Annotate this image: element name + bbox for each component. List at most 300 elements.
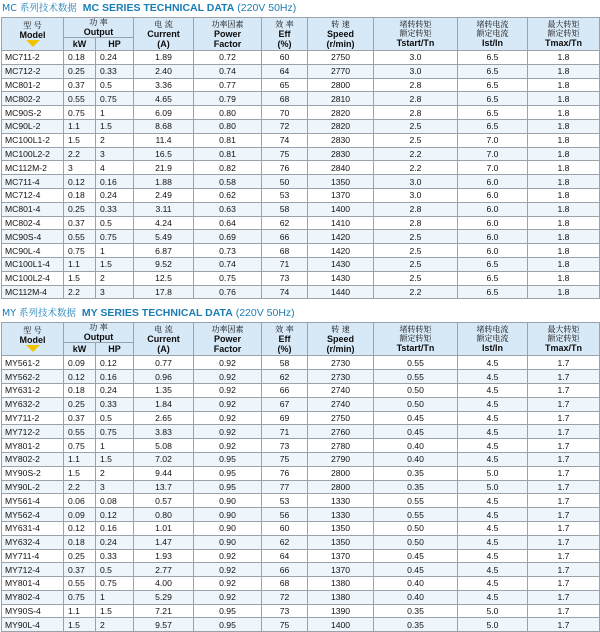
table-cell: 1: [96, 590, 134, 604]
model-cell: MY562-2: [2, 370, 64, 384]
table-cell: 2.2: [374, 161, 458, 175]
table-cell: 1.93: [134, 549, 194, 563]
my-header-current: 电 流 Current (A): [134, 323, 194, 356]
table-cell: 0.96: [134, 370, 194, 384]
table-cell: 0.12: [96, 508, 134, 522]
table-cell: 1.8: [528, 244, 600, 258]
my-header-tstart: 堵转转矩 额定转矩 Tstart/Tn: [374, 323, 458, 356]
table-cell: 0.82: [194, 161, 262, 175]
table-cell: 0.33: [96, 549, 134, 563]
table-cell: 1: [96, 106, 134, 120]
table-cell: 0.57: [134, 494, 194, 508]
table-cell: 0.74: [194, 64, 262, 78]
table-cell: 16.5: [134, 147, 194, 161]
table-row: [2, 452, 600, 466]
table-cell: 2.8: [374, 202, 458, 216]
table-row: [2, 51, 600, 65]
table-cell: 5.0: [458, 466, 528, 480]
table-cell: 6.5: [458, 119, 528, 133]
table-cell: 0.75: [96, 92, 134, 106]
table-cell: 0.50: [374, 397, 458, 411]
table-cell: 53: [262, 494, 308, 508]
model-cell: MC112M-4: [2, 285, 64, 299]
mc-header-model: 型 号 Model: [2, 18, 64, 51]
table-cell: 1.7: [528, 563, 600, 577]
table-cell: 1350: [308, 535, 374, 549]
table-cell: 0.25: [64, 202, 96, 216]
table-cell: 2.77: [134, 563, 194, 577]
model-cell: MY711-2: [2, 411, 64, 425]
mc-title-en: MC SERIES TECHNICAL DATA: [82, 2, 235, 14]
my-table-body: [2, 356, 600, 632]
table-cell: 4.5: [458, 563, 528, 577]
table-cell: 2.2: [64, 147, 96, 161]
model-cell: MC100L1-2: [2, 133, 64, 147]
table-cell: 1.1: [64, 452, 96, 466]
table-cell: 3: [96, 480, 134, 494]
my-header-eff: 效 率 Eff (%): [262, 323, 308, 356]
table-cell: 2740: [308, 397, 374, 411]
table-cell: 4.5: [458, 356, 528, 370]
model-cell: MC100L2-2: [2, 147, 64, 161]
table-row: [2, 508, 600, 522]
table-cell: 2: [96, 271, 134, 285]
table-row: [2, 175, 600, 189]
table-cell: 2.65: [134, 411, 194, 425]
table-cell: 0.74: [194, 257, 262, 271]
table-cell: 6.87: [134, 244, 194, 258]
table-cell: 2: [96, 466, 134, 480]
table-cell: 1430: [308, 257, 374, 271]
table-cell: 66: [262, 563, 308, 577]
table-cell: 0.40: [374, 452, 458, 466]
table-row: [2, 285, 600, 299]
table-cell: 1.7: [528, 370, 600, 384]
model-cell: MC112M-2: [2, 161, 64, 175]
table-cell: 0.55: [374, 494, 458, 508]
table-cell: 1380: [308, 590, 374, 604]
mc-series-title: [0, 0, 600, 17]
mc-header-power-factor: 功率因素 Power Factor: [194, 18, 262, 51]
table-cell: 1.7: [528, 425, 600, 439]
table-cell: 1.7: [528, 383, 600, 397]
table-cell: 6.0: [458, 216, 528, 230]
table-cell: 1370: [308, 549, 374, 563]
table-cell: 68: [262, 577, 308, 591]
table-row: [2, 535, 600, 549]
table-cell: 1.7: [528, 480, 600, 494]
table-cell: 0.80: [194, 106, 262, 120]
table-cell: 2800: [308, 78, 374, 92]
table-cell: 1: [96, 439, 134, 453]
table-cell: 0.33: [96, 397, 134, 411]
table-cell: 0.79: [194, 92, 262, 106]
table-cell: 0.5: [96, 411, 134, 425]
table-cell: 0.24: [96, 51, 134, 65]
table-cell: 0.95: [194, 618, 262, 632]
table-cell: 4.5: [458, 549, 528, 563]
table-cell: 0.75: [96, 577, 134, 591]
table-cell: 2810: [308, 92, 374, 106]
model-cell: MC802-2: [2, 92, 64, 106]
table-cell: 2: [96, 618, 134, 632]
table-cell: 0.5: [96, 78, 134, 92]
table-cell: 6.09: [134, 106, 194, 120]
table-cell: 0.95: [194, 604, 262, 618]
table-cell: 4.5: [458, 494, 528, 508]
table-cell: 0.92: [194, 370, 262, 384]
table-cell: 4.5: [458, 577, 528, 591]
mc-header-speed: 转 速 Speed (r/min): [308, 18, 374, 51]
table-cell: 76: [262, 466, 308, 480]
table-cell: 4.5: [458, 521, 528, 535]
mc-table-body: [2, 51, 600, 299]
table-cell: 3.83: [134, 425, 194, 439]
table-cell: 1430: [308, 271, 374, 285]
model-cell: MY712-4: [2, 563, 64, 577]
table-cell: 6.5: [458, 271, 528, 285]
table-cell: 68: [262, 244, 308, 258]
model-cell: MY561-4: [2, 494, 64, 508]
table-cell: 2830: [308, 147, 374, 161]
table-row: [2, 119, 600, 133]
model-cell: MC801-2: [2, 78, 64, 92]
table-cell: 62: [262, 535, 308, 549]
mc-series-table: [1, 17, 600, 299]
model-cell: MY90S-4: [2, 604, 64, 618]
table-cell: 0.55: [64, 92, 96, 106]
table-cell: 7.0: [458, 161, 528, 175]
table-row: [2, 604, 600, 618]
table-cell: 9.52: [134, 257, 194, 271]
table-cell: 2.2: [374, 285, 458, 299]
table-row: [2, 133, 600, 147]
table-cell: 3.0: [374, 51, 458, 65]
table-cell: 0.69: [194, 230, 262, 244]
table-cell: 1420: [308, 244, 374, 258]
table-cell: 0.92: [194, 563, 262, 577]
table-cell: 2750: [308, 411, 374, 425]
table-cell: 0.18: [64, 535, 96, 549]
model-cell: MY90L-2: [2, 480, 64, 494]
table-cell: 0.73: [194, 244, 262, 258]
model-cell: MY711-4: [2, 549, 64, 563]
table-cell: 1.8: [528, 188, 600, 202]
table-cell: 0.35: [374, 618, 458, 632]
mc-header-eff: 效 率 Eff (%): [262, 18, 308, 51]
table-cell: 1.8: [528, 257, 600, 271]
table-cell: 1.8: [528, 51, 600, 65]
table-cell: 0.64: [194, 216, 262, 230]
table-cell: 0.09: [64, 356, 96, 370]
my-header-power-factor: 功率因素 Power Factor: [194, 323, 262, 356]
table-cell: 1.8: [528, 106, 600, 120]
table-cell: 4.5: [458, 439, 528, 453]
table-cell: 4.5: [458, 370, 528, 384]
table-cell: 0.18: [64, 188, 96, 202]
table-cell: 1.5: [96, 257, 134, 271]
table-cell: 0.40: [374, 590, 458, 604]
table-cell: 1.7: [528, 577, 600, 591]
mc-header-tstart: 堵转转矩 额定转矩 Tstart/Tn: [374, 18, 458, 51]
table-cell: 0.12: [96, 356, 134, 370]
model-cell: MY632-2: [2, 397, 64, 411]
table-cell: 1.47: [134, 535, 194, 549]
table-cell: 2790: [308, 452, 374, 466]
table-cell: 73: [262, 439, 308, 453]
table-cell: 58: [262, 356, 308, 370]
model-cell: MC90L-4: [2, 244, 64, 258]
table-cell: 5.29: [134, 590, 194, 604]
table-cell: 0.12: [64, 521, 96, 535]
table-row: [2, 230, 600, 244]
table-cell: 3.11: [134, 202, 194, 216]
table-cell: 2.5: [374, 230, 458, 244]
table-cell: 0.75: [96, 230, 134, 244]
table-row: [2, 521, 600, 535]
table-cell: 4.24: [134, 216, 194, 230]
table-cell: 0.5: [96, 563, 134, 577]
table-cell: 73: [262, 271, 308, 285]
table-cell: 74: [262, 133, 308, 147]
table-cell: 1.8: [528, 161, 600, 175]
table-cell: 67: [262, 397, 308, 411]
table-cell: 12.5: [134, 271, 194, 285]
table-row: [2, 383, 600, 397]
model-cell: MC801-4: [2, 202, 64, 216]
mc-title-voltage: (220V 50Hz): [237, 2, 297, 14]
my-header-hp: HP: [96, 343, 134, 356]
table-cell: 0.18: [64, 383, 96, 397]
model-cell: MC100L1-4: [2, 257, 64, 271]
mc-title-cn: MC 系列技术数据: [2, 3, 77, 14]
table-cell: 1.7: [528, 452, 600, 466]
table-cell: 66: [262, 383, 308, 397]
table-cell: 1.5: [96, 119, 134, 133]
table-cell: 2.8: [374, 78, 458, 92]
table-cell: 1.5: [96, 452, 134, 466]
table-cell: 4.5: [458, 508, 528, 522]
table-cell: 1.5: [96, 604, 134, 618]
table-cell: 1.8: [528, 216, 600, 230]
table-cell: 5.08: [134, 439, 194, 453]
table-cell: 2.5: [374, 257, 458, 271]
table-cell: 4: [96, 161, 134, 175]
my-series-title: [0, 305, 600, 322]
table-cell: 0.55: [374, 356, 458, 370]
table-row: [2, 480, 600, 494]
table-cell: 72: [262, 590, 308, 604]
table-cell: 0.45: [374, 425, 458, 439]
table-cell: 1.8: [528, 271, 600, 285]
table-cell: 9.44: [134, 466, 194, 480]
table-row: [2, 216, 600, 230]
table-cell: 0.12: [64, 370, 96, 384]
table-cell: 1.7: [528, 411, 600, 425]
table-cell: 1.8: [528, 175, 600, 189]
my-title-cn: MY 系列技术数据: [2, 308, 77, 320]
table-row: [2, 257, 600, 271]
table-cell: 1410: [308, 216, 374, 230]
table-cell: 0.77: [194, 78, 262, 92]
model-cell: MY802-4: [2, 590, 64, 604]
table-cell: 2770: [308, 64, 374, 78]
table-row: [2, 244, 600, 258]
table-cell: 0.06: [64, 494, 96, 508]
table-cell: 1400: [308, 202, 374, 216]
table-cell: 1.7: [528, 494, 600, 508]
table-cell: 1350: [308, 175, 374, 189]
table-cell: 0.92: [194, 577, 262, 591]
model-marker-icon: [26, 40, 40, 47]
table-cell: 2.8: [374, 106, 458, 120]
table-cell: 1.8: [528, 133, 600, 147]
table-cell: 1400: [308, 618, 374, 632]
model-cell: MY561-2: [2, 356, 64, 370]
table-cell: 0.92: [194, 397, 262, 411]
table-cell: 0.92: [194, 590, 262, 604]
model-cell: MC90S-4: [2, 230, 64, 244]
model-cell: MY90S-2: [2, 466, 64, 480]
table-cell: 2780: [308, 439, 374, 453]
table-cell: 0.25: [64, 64, 96, 78]
table-cell: 6.5: [458, 78, 528, 92]
table-cell: 0.80: [134, 508, 194, 522]
table-cell: 0.50: [374, 521, 458, 535]
table-cell: 70: [262, 106, 308, 120]
table-cell: 62: [262, 370, 308, 384]
table-cell: 0.24: [96, 383, 134, 397]
table-cell: 21.9: [134, 161, 194, 175]
table-cell: 1350: [308, 521, 374, 535]
table-cell: 0.16: [96, 370, 134, 384]
table-cell: 0.50: [374, 535, 458, 549]
table-cell: 0.95: [194, 480, 262, 494]
table-cell: 0.81: [194, 133, 262, 147]
table-cell: 2730: [308, 370, 374, 384]
table-cell: 68: [262, 92, 308, 106]
table-cell: 0.16: [96, 521, 134, 535]
table-cell: 71: [262, 425, 308, 439]
table-cell: 0.45: [374, 411, 458, 425]
table-cell: 2.5: [374, 133, 458, 147]
table-cell: 76: [262, 161, 308, 175]
table-cell: 1.7: [528, 521, 600, 535]
table-cell: 4.5: [458, 383, 528, 397]
table-row: [2, 147, 600, 161]
table-cell: 0.50: [374, 383, 458, 397]
table-cell: 0.45: [374, 549, 458, 563]
table-cell: 0.76: [194, 285, 262, 299]
table-cell: 0.33: [96, 64, 134, 78]
table-cell: 1370: [308, 188, 374, 202]
table-cell: 0.55: [64, 577, 96, 591]
model-marker-icon: [26, 345, 40, 352]
table-row: [2, 370, 600, 384]
table-cell: 2.2: [64, 285, 96, 299]
model-cell: MY90L-4: [2, 618, 64, 632]
table-cell: 1420: [308, 230, 374, 244]
my-title-voltage: (220V 50Hz): [235, 307, 295, 320]
table-cell: 6.5: [458, 51, 528, 65]
table-cell: 3: [64, 161, 96, 175]
table-cell: 50: [262, 175, 308, 189]
table-row: [2, 577, 600, 591]
table-cell: 1.8: [528, 202, 600, 216]
table-cell: 0.5: [96, 216, 134, 230]
table-cell: 0.90: [194, 494, 262, 508]
table-cell: 1.7: [528, 397, 600, 411]
table-row: [2, 425, 600, 439]
model-cell: MY631-2: [2, 383, 64, 397]
table-cell: 3: [96, 147, 134, 161]
my-header-speed: 转 速 Speed (r/min): [308, 323, 374, 356]
table-cell: 0.12: [64, 175, 96, 189]
table-cell: 1.01: [134, 521, 194, 535]
table-cell: 0.37: [64, 216, 96, 230]
table-cell: 0.81: [194, 147, 262, 161]
table-cell: 56: [262, 508, 308, 522]
table-cell: 2740: [308, 383, 374, 397]
table-cell: 4.5: [458, 535, 528, 549]
table-cell: 0.16: [96, 175, 134, 189]
table-cell: 0.37: [64, 563, 96, 577]
table-cell: 0.75: [64, 106, 96, 120]
table-cell: 1390: [308, 604, 374, 618]
table-cell: 0.92: [194, 356, 262, 370]
table-cell: 6.0: [458, 202, 528, 216]
table-cell: 0.90: [194, 535, 262, 549]
table-cell: 2: [96, 133, 134, 147]
table-cell: 1.7: [528, 590, 600, 604]
table-cell: 65: [262, 78, 308, 92]
table-cell: 6.5: [458, 106, 528, 120]
table-cell: 53: [262, 188, 308, 202]
my-header-ist: 堵转电流 额定电流 Ist/In: [458, 323, 528, 356]
table-cell: 0.35: [374, 604, 458, 618]
table-cell: 0.09: [64, 508, 96, 522]
table-row: [2, 188, 600, 202]
table-cell: 75: [262, 147, 308, 161]
table-cell: 6.5: [458, 257, 528, 271]
table-cell: 1.35: [134, 383, 194, 397]
table-cell: 4.5: [458, 590, 528, 604]
table-cell: 2.8: [374, 92, 458, 106]
mc-header-tmax: 最大转矩 额定转矩 Tmax/Tn: [528, 18, 600, 51]
table-cell: 6.5: [458, 64, 528, 78]
table-cell: 1.8: [528, 64, 600, 78]
table-cell: 64: [262, 549, 308, 563]
model-cell: MC90S-2: [2, 106, 64, 120]
table-cell: 6.0: [458, 244, 528, 258]
table-cell: 0.55: [64, 230, 96, 244]
table-cell: 1.1: [64, 119, 96, 133]
mc-header-output: 功 率 Output: [64, 18, 134, 38]
table-row: [2, 590, 600, 604]
table-cell: 3: [96, 285, 134, 299]
table-cell: 1.7: [528, 535, 600, 549]
table-cell: 7.02: [134, 452, 194, 466]
my-header-tmax: 最大转矩 额定转矩 Tmax/Tn: [528, 323, 600, 356]
table-cell: 0.63: [194, 202, 262, 216]
table-cell: 0.08: [96, 494, 134, 508]
table-cell: 0.75: [64, 244, 96, 258]
table-cell: 75: [262, 618, 308, 632]
table-cell: 1370: [308, 563, 374, 577]
table-cell: 0.35: [374, 480, 458, 494]
table-cell: 7.0: [458, 133, 528, 147]
table-cell: 5.49: [134, 230, 194, 244]
